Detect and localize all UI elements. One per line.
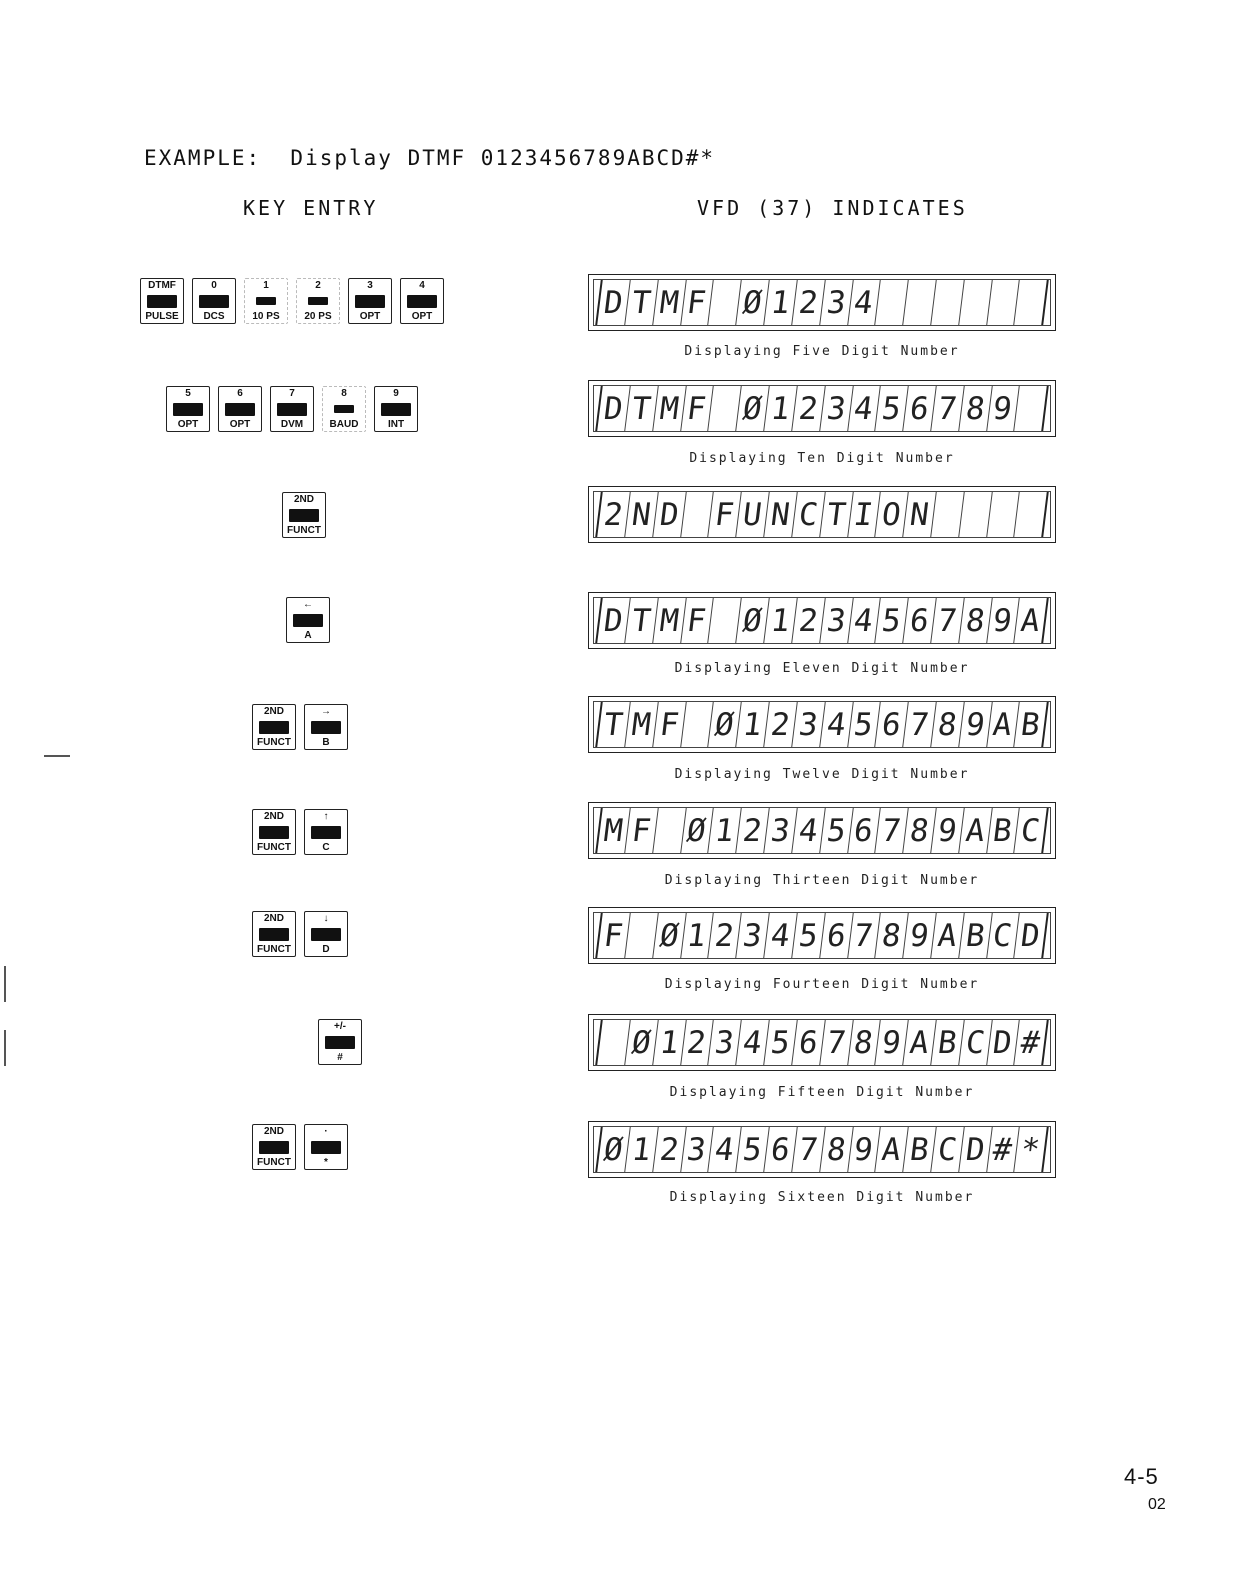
vfd-window	[593, 701, 1051, 748]
vfd-window	[593, 807, 1051, 854]
key-top-label: 5	[185, 388, 191, 399]
vfd-display	[588, 907, 1056, 964]
key-row	[282, 492, 326, 538]
vfd-window	[593, 491, 1051, 538]
key-top-label: 2ND	[263, 913, 284, 924]
key-bottom-label: C	[322, 842, 330, 853]
vfd-caption: Displaying Sixteen Digit Number	[669, 1190, 975, 1205]
vfd-character: 2	[708, 913, 741, 958]
vfd-character: T	[820, 492, 853, 537]
vfd-character: Ø	[595, 1127, 630, 1172]
key-top-label: 0	[211, 280, 217, 291]
key-pad	[311, 1141, 341, 1154]
vfd-character: 4	[708, 1127, 741, 1172]
keypad-key	[304, 1124, 348, 1170]
vfd-character: 1	[764, 598, 797, 643]
key-pad	[147, 295, 177, 308]
key-bottom-label: OPT	[229, 419, 251, 430]
vfd-display	[588, 802, 1056, 859]
key-top-label: 2	[315, 280, 321, 291]
vfd-character: U	[736, 492, 769, 537]
keypad-key	[218, 386, 262, 432]
vfd-character: 9	[959, 702, 992, 747]
vfd-character: 6	[820, 913, 853, 958]
vfd-character: C	[987, 913, 1020, 958]
vfd-caption: Displaying Fifteen Digit Number	[669, 1085, 975, 1100]
key-pad	[277, 403, 307, 416]
vfd-character: 3	[708, 1020, 741, 1065]
vfd-caption: Displaying Five Digit Number	[684, 344, 960, 359]
vfd-character: *	[1014, 1127, 1048, 1172]
vfd-display	[588, 1014, 1056, 1071]
vfd-character: 6	[848, 808, 881, 853]
key-bottom-label: PULSE	[145, 311, 179, 322]
vfd-character: 1	[708, 808, 741, 853]
margin-mark	[4, 966, 6, 1002]
keypad-key	[252, 1124, 296, 1170]
vfd-character: 6	[792, 1020, 825, 1065]
key-pad	[259, 826, 289, 839]
vfd-character: 5	[792, 913, 825, 958]
vfd-character: 5	[820, 808, 853, 853]
vfd-character: 1	[764, 280, 797, 325]
key-top-label: 2ND	[293, 494, 314, 505]
vfd-character: B	[959, 913, 992, 958]
vfd-character: M	[653, 386, 686, 431]
vfd-character: 3	[681, 1127, 714, 1172]
keypad-key	[270, 386, 314, 432]
key-row	[166, 386, 418, 432]
key-row	[140, 278, 444, 324]
vfd-character: A	[959, 808, 992, 853]
vfd-character: 4	[820, 702, 853, 747]
vfd-character: M	[653, 280, 686, 325]
vfd-character: A	[903, 1020, 936, 1065]
page-number: 4-5	[1124, 1464, 1159, 1489]
vfd-display	[588, 696, 1056, 753]
vfd-character: C	[1014, 808, 1048, 853]
keypad-key	[304, 911, 348, 957]
vfd-caption: Displaying Twelve Digit Number	[674, 767, 970, 782]
page-revision: 02	[1148, 1496, 1166, 1513]
keypad-key	[348, 278, 392, 324]
vfd-character: M	[595, 808, 630, 853]
vfd-character: D	[595, 598, 630, 643]
keypad-key	[286, 597, 330, 643]
vfd-character: Ø	[653, 913, 686, 958]
key-bottom-label: B	[322, 737, 330, 748]
vfd-character: 2	[595, 492, 630, 537]
vfd-character: F	[681, 386, 714, 431]
key-pad	[381, 403, 411, 416]
vfd-character: 9	[903, 913, 936, 958]
key-bottom-label: DCS	[203, 311, 225, 322]
key-pad	[311, 826, 341, 839]
example-heading: EXAMPLE: Display DTMF 0123456789ABCD#*	[144, 146, 716, 170]
key-pad	[259, 928, 289, 941]
key-bottom-label: OPT	[359, 311, 381, 322]
key-bottom-label: INT	[387, 419, 405, 430]
vfd-character: 8	[820, 1127, 853, 1172]
vfd-character: 2	[792, 598, 825, 643]
vfd-display	[588, 380, 1056, 437]
vfd-window	[593, 279, 1051, 326]
vfd-character	[1014, 386, 1048, 431]
vfd-character: T	[625, 598, 658, 643]
vfd-character: I	[848, 492, 881, 537]
key-row	[252, 809, 348, 855]
vfd-character: M	[625, 702, 658, 747]
vfd-character: 3	[820, 386, 853, 431]
vfd-character: N	[903, 492, 936, 537]
key-top-label: 7	[289, 388, 295, 399]
margin-mark	[44, 755, 70, 757]
vfd-character: Ø	[736, 386, 769, 431]
vfd-character: 1	[625, 1127, 658, 1172]
vfd-character: 3	[820, 280, 853, 325]
vfd-character: Ø	[625, 1020, 658, 1065]
keypad-key	[166, 386, 210, 432]
key-pad	[289, 509, 319, 522]
vfd-character: 8	[848, 1020, 881, 1065]
key-entry-heading: KEY ENTRY	[243, 196, 379, 220]
vfd-character: D	[987, 1020, 1020, 1065]
vfd-caption: Displaying Fourteen Digit Number	[664, 977, 980, 992]
key-top-label: 2ND	[263, 811, 284, 822]
vfd-caption: Displaying Eleven Digit Number	[674, 661, 970, 676]
key-bottom-label: 10 PS	[252, 311, 280, 322]
vfd-character: C	[959, 1020, 992, 1065]
vfd-character: Ø	[681, 808, 714, 853]
vfd-window	[593, 1126, 1051, 1173]
vfd-character: Ø	[708, 702, 741, 747]
vfd-display	[588, 486, 1056, 543]
vfd-window	[593, 597, 1051, 644]
key-bottom-label: DVM	[280, 419, 304, 430]
vfd-character: 8	[959, 598, 992, 643]
vfd-character: C	[792, 492, 825, 537]
key-row	[286, 597, 330, 643]
vfd-character: N	[625, 492, 658, 537]
vfd-character: 4	[848, 598, 881, 643]
vfd-character: 3	[820, 598, 853, 643]
vfd-display	[588, 592, 1056, 649]
key-bottom-label: D	[322, 944, 330, 955]
vfd-character: N	[764, 492, 797, 537]
key-top-label: +/-	[334, 1021, 346, 1032]
key-row	[318, 1019, 362, 1065]
vfd-character: F	[681, 280, 714, 325]
keypad-key	[282, 492, 326, 538]
key-row	[252, 1124, 348, 1170]
key-top-label: 8	[341, 388, 347, 399]
vfd-caption: Displaying Thirteen Digit Number	[664, 873, 980, 888]
keypad-key	[322, 386, 366, 432]
vfd-character: 7	[931, 598, 964, 643]
key-pad	[407, 295, 437, 308]
key-top-label: 1	[263, 280, 269, 291]
vfd-character: 9	[987, 598, 1020, 643]
key-top-label: ←	[303, 599, 313, 610]
key-bottom-label: FUNCT	[257, 737, 291, 748]
vfd-window	[593, 912, 1051, 959]
vfd-character: M	[653, 598, 686, 643]
vfd-display	[588, 274, 1056, 331]
key-pad	[334, 405, 354, 413]
vfd-character: 5	[875, 598, 908, 643]
keypad-key	[318, 1019, 362, 1065]
vfd-character: D	[1014, 913, 1048, 958]
vfd-character: 9	[848, 1127, 881, 1172]
vfd-character: T	[625, 280, 658, 325]
vfd-character: 2	[736, 808, 769, 853]
vfd-character: 4	[736, 1020, 769, 1065]
vfd-character: 6	[875, 702, 908, 747]
key-bottom-label: BAUD	[329, 419, 359, 430]
key-bottom-label: FUNCT	[287, 525, 321, 536]
key-top-label: →	[321, 706, 331, 717]
key-top-label: ↓	[323, 913, 329, 924]
vfd-character: 5	[736, 1127, 769, 1172]
keypad-key	[400, 278, 444, 324]
vfd-character: 2	[764, 702, 797, 747]
vfd-character: 4	[792, 808, 825, 853]
vfd-character: 2	[792, 280, 825, 325]
vfd-indicates-heading: VFD (37) INDICATES	[697, 196, 968, 220]
keypad-key	[296, 278, 340, 324]
key-pad	[173, 403, 203, 416]
key-pad	[225, 403, 255, 416]
vfd-character: 2	[792, 386, 825, 431]
vfd-character: 4	[848, 280, 881, 325]
vfd-caption: Displaying Ten Digit Number	[689, 451, 955, 466]
vfd-character: 5	[764, 1020, 797, 1065]
vfd-window	[593, 1019, 1051, 1066]
vfd-character: F	[681, 598, 714, 643]
vfd-character: 7	[903, 702, 936, 747]
vfd-character: 7	[931, 386, 964, 431]
vfd-character: F	[595, 913, 630, 958]
vfd-character: D	[595, 280, 630, 325]
vfd-character: 4	[848, 386, 881, 431]
key-top-label: 2ND	[263, 706, 284, 717]
vfd-character: 1	[681, 913, 714, 958]
vfd-character: A	[875, 1127, 908, 1172]
vfd-character: 1	[764, 386, 797, 431]
vfd-character: 7	[875, 808, 908, 853]
vfd-character: 7	[820, 1020, 853, 1065]
vfd-character: A	[1014, 598, 1048, 643]
key-bottom-label: FUNCT	[257, 842, 291, 853]
key-pad	[308, 297, 328, 305]
keypad-key	[252, 809, 296, 855]
vfd-character: Ø	[736, 598, 769, 643]
key-top-label: 4	[419, 280, 425, 291]
vfd-character: 8	[875, 913, 908, 958]
key-bottom-label: #	[337, 1052, 343, 1063]
vfd-character: 6	[903, 386, 936, 431]
vfd-character: T	[595, 702, 630, 747]
vfd-character: B	[1014, 702, 1048, 747]
vfd-character: F	[653, 702, 686, 747]
vfd-character: 3	[764, 808, 797, 853]
vfd-character: C	[931, 1127, 964, 1172]
keypad-key	[140, 278, 184, 324]
key-pad	[311, 928, 341, 941]
vfd-character: D	[595, 386, 630, 431]
vfd-character: 9	[931, 808, 964, 853]
vfd-character: 7	[792, 1127, 825, 1172]
key-bottom-label: OPT	[411, 311, 433, 322]
vfd-character: 3	[792, 702, 825, 747]
vfd-character: 8	[959, 386, 992, 431]
vfd-character: B	[903, 1127, 936, 1172]
vfd-character: T	[625, 386, 658, 431]
vfd-character: #	[1014, 1020, 1048, 1065]
vfd-character: D	[959, 1127, 992, 1172]
key-bottom-label: A	[304, 630, 312, 641]
keypad-key	[304, 809, 348, 855]
key-top-label: ↑	[323, 811, 329, 822]
vfd-character: 6	[764, 1127, 797, 1172]
key-row	[252, 704, 348, 750]
vfd-character: 7	[848, 913, 881, 958]
vfd-character: 1	[736, 702, 769, 747]
key-top-label: 6	[237, 388, 243, 399]
keypad-key	[244, 278, 288, 324]
vfd-character: B	[987, 808, 1020, 853]
vfd-character: D	[653, 492, 686, 537]
vfd-character: 4	[764, 913, 797, 958]
vfd-window	[593, 385, 1051, 432]
key-pad	[199, 295, 229, 308]
vfd-character: #	[987, 1127, 1020, 1172]
key-bottom-label: *	[324, 1157, 328, 1168]
vfd-character: 8	[903, 808, 936, 853]
vfd-character: 3	[736, 913, 769, 958]
vfd-character: F	[708, 492, 741, 537]
vfd-character: Ø	[736, 280, 769, 325]
key-top-label: 3	[367, 280, 373, 291]
keypad-key	[374, 386, 418, 432]
vfd-character: A	[987, 702, 1020, 747]
keypad-key	[304, 704, 348, 750]
vfd-character: O	[875, 492, 908, 537]
margin-mark	[4, 1030, 6, 1066]
vfd-display	[588, 1121, 1056, 1178]
vfd-character: 5	[875, 386, 908, 431]
keypad-key	[252, 704, 296, 750]
key-pad	[256, 297, 276, 305]
key-top-label: DTMF	[148, 280, 176, 291]
vfd-character: 9	[987, 386, 1020, 431]
vfd-character: 6	[903, 598, 936, 643]
vfd-character: 8	[931, 702, 964, 747]
key-bottom-label: FUNCT	[257, 1157, 291, 1168]
keypad-key	[192, 278, 236, 324]
key-pad	[259, 721, 289, 734]
key-top-label: ·	[324, 1126, 328, 1137]
key-bottom-label: OPT	[177, 419, 199, 430]
vfd-character: A	[931, 913, 964, 958]
vfd-character: F	[625, 808, 658, 853]
vfd-character: B	[931, 1020, 964, 1065]
key-pad	[259, 1141, 289, 1154]
vfd-character	[1014, 280, 1048, 325]
vfd-character: 2	[681, 1020, 714, 1065]
keypad-key	[252, 911, 296, 957]
vfd-character: 9	[875, 1020, 908, 1065]
key-pad	[355, 295, 385, 308]
vfd-character: 2	[653, 1127, 686, 1172]
vfd-character: 1	[653, 1020, 686, 1065]
key-pad	[293, 614, 323, 627]
key-pad	[325, 1036, 355, 1049]
key-pad	[311, 721, 341, 734]
key-bottom-label: 20 PS	[304, 311, 332, 322]
vfd-character: 5	[848, 702, 881, 747]
key-bottom-label: FUNCT	[257, 944, 291, 955]
key-row	[252, 911, 348, 957]
key-top-label: 2ND	[263, 1126, 284, 1137]
vfd-character	[1014, 492, 1048, 537]
key-top-label: 9	[393, 388, 399, 399]
